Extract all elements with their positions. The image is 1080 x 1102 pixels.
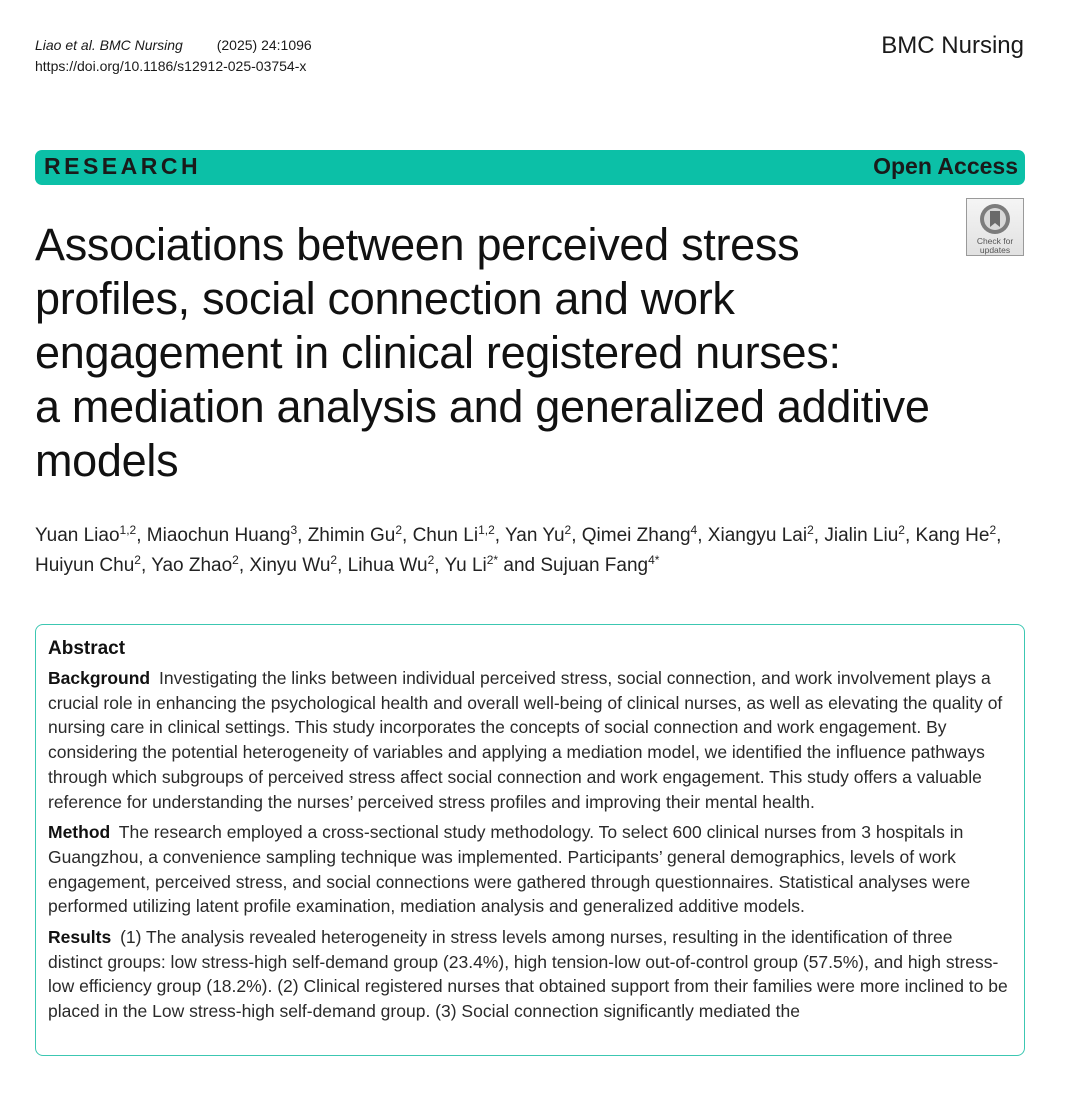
check-for-updates-line2: updates bbox=[979, 245, 1011, 255]
authors-conjunction: and bbox=[503, 555, 536, 576]
author-name: Huiyun Chu bbox=[35, 555, 135, 576]
author-name: Kang He bbox=[915, 525, 990, 546]
author-affiliation: 2 bbox=[134, 553, 141, 567]
author-name: Jialin Liu bbox=[824, 525, 899, 546]
author[interactable] bbox=[249, 555, 337, 576]
author[interactable] bbox=[35, 555, 141, 576]
doi-link[interactable]: https://doi.org/10.1186/s12912-025-03754-x bbox=[35, 58, 307, 74]
author-affiliation: 4 bbox=[690, 523, 698, 537]
author[interactable] bbox=[582, 525, 697, 546]
author-name: Xinyu Wu bbox=[249, 555, 331, 576]
author[interactable] bbox=[147, 525, 297, 546]
abstract-results bbox=[48, 925, 1011, 1024]
author[interactable] bbox=[708, 525, 814, 546]
author-name: Xiangyu Lai bbox=[707, 525, 808, 546]
article-type: RESEARCH bbox=[44, 153, 202, 179]
author-affiliation: 3 bbox=[290, 523, 298, 537]
author[interactable] bbox=[348, 555, 435, 576]
author-name: Qimei Zhang bbox=[581, 525, 691, 546]
author-affiliation: 2* bbox=[486, 553, 499, 567]
section-label: Background bbox=[48, 668, 151, 688]
journal-authors-short: Liao et al. BMC Nursing bbox=[35, 37, 183, 53]
author[interactable] bbox=[505, 525, 571, 546]
journal-volume: (2025) 24:1096 bbox=[216, 37, 312, 53]
article-header bbox=[35, 35, 312, 77]
title-line: models bbox=[35, 435, 179, 486]
title-line: a mediation analysis and generalized additive bbox=[35, 381, 930, 432]
section-text: (1) The analysis revealed heterogeneity in stress levels among nurses, resulting in the identification of three distinct groups: low stress-high self-demand group (23.4%), high tension-low out-of-control group (57.5%), and high stress-low efficiency group (18.2%). (2) Clinical registered nurses that obtained support from their families were more inclined to be placed in the Low stress-high self-demand group. (3) Social connection significantly mediated the bbox=[48, 927, 1008, 1022]
check-for-updates-button[interactable] bbox=[966, 198, 1024, 256]
author-affiliation: 2 bbox=[330, 553, 338, 567]
author-affiliation: 2 bbox=[232, 553, 239, 567]
author-name: Zhimin Gu bbox=[307, 525, 396, 546]
author-name: Yan Yu bbox=[504, 525, 565, 546]
abstract-heading: Abstract bbox=[48, 638, 126, 659]
author-affiliation: 2 bbox=[898, 523, 905, 537]
author-affiliation: 1,2 bbox=[119, 523, 137, 537]
author-affiliation: 2 bbox=[989, 523, 997, 537]
author-name: Yao Zhao bbox=[151, 555, 233, 576]
author[interactable] bbox=[824, 525, 905, 546]
section-label: Results bbox=[48, 927, 112, 948]
article-title bbox=[35, 218, 955, 488]
author[interactable] bbox=[540, 555, 659, 576]
author[interactable] bbox=[35, 525, 136, 546]
title-line: profiles, social connection and work bbox=[35, 273, 735, 324]
author[interactable] bbox=[151, 555, 239, 576]
author-affiliation: 2 bbox=[564, 523, 572, 537]
abstract-box bbox=[35, 624, 1025, 1056]
author-name: Lihua Wu bbox=[347, 555, 428, 576]
abstract-background bbox=[48, 666, 1011, 814]
author-list: Yuan Liao$^{1,2}$, Miaochun Huang$^3$, Zhimin Gu$^2$, Chun Li$^{1,2}$, Yan Yu$^2$, Qimei Zhang$^4$, Xiangyu Lai$^2$, Jialin Liu$^2$, Kang He$^2$, Huiyun Chu$^2$, Yao Zhao$^2$, Xinyu Wu$^2$, Lihua Wu$^2$, Yu $Li^{2*}$ and Sujuan Fang$^{4*}$ bbox=[35, 523, 1002, 576]
author[interactable] bbox=[308, 525, 402, 546]
section-text: Investigating the links between individual perceived stress, social connection, and work involvement plays a crucial role in enhancing the psychological health and overall well-being of clinical nurses, as well as elevating the quality of nursing care in clinical settings. This study incorporates the concepts of social connection and work engagement. By considering the potential heterogeneity of variables and applying a mediation model, we identified the influence pathways through which subgroups of perceived stress affect social connection and work engagement. This study offers a valuable reference for understanding the nurses’ perceived stress profiles and improving their mental health. bbox=[48, 668, 1003, 812]
title-line: engagement in clinical registered nurses: bbox=[35, 327, 841, 378]
section-label: Method bbox=[48, 822, 111, 843]
author[interactable] bbox=[413, 525, 495, 546]
author-name: Chun Li bbox=[412, 525, 479, 546]
author-affiliation: 2 bbox=[807, 523, 814, 537]
abstract-method bbox=[48, 820, 1011, 919]
author-affiliation: 1,2 bbox=[478, 523, 495, 537]
author-name: Yu Li bbox=[444, 555, 487, 576]
author-affiliation: 2 bbox=[427, 553, 435, 567]
author[interactable] bbox=[916, 525, 997, 546]
title-line: Associations between perceived stress bbox=[35, 219, 800, 270]
author-name: Miaochun Huang bbox=[146, 525, 291, 546]
author-name: Sujuan Fang bbox=[540, 555, 649, 576]
bookmark-icon bbox=[978, 202, 1012, 236]
article-type-banner bbox=[35, 150, 1025, 185]
author-name: Yuan Liao bbox=[35, 525, 120, 546]
section-text: The research employed a cross-sectional study methodology. To select 600 clinical nurses from 3 hospitals in Guangzhou, a convenience sampling technique was implemented. Participants’ general demographics, levels of work engagement, perceived stress, and social connections were gathered through questionnaires. Statistical analyses were performed utilizing latent profile examination, mediation analysis and generalized additive models. bbox=[48, 822, 971, 917]
check-for-updates-line1: Check for bbox=[976, 236, 1014, 246]
author[interactable] bbox=[444, 555, 498, 576]
author-affiliation: 2 bbox=[395, 523, 403, 537]
author-affiliation: 4* bbox=[648, 553, 660, 567]
journal-citation bbox=[35, 35, 312, 56]
open-access-label: Open Access bbox=[873, 153, 1018, 179]
journal-brand: BMC Nursing bbox=[881, 32, 1024, 59]
